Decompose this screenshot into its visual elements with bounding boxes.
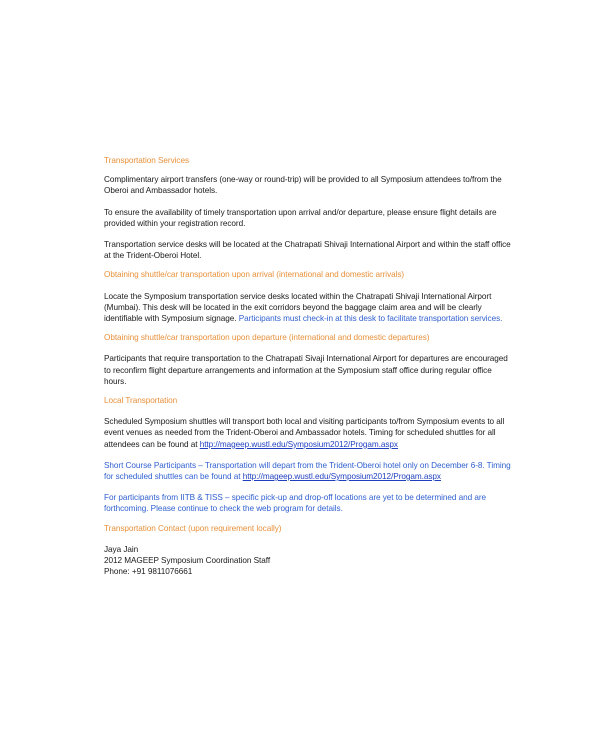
transport-paragraph-1: Complimentary airport transfers (one-way or round-trip) will be provided to all Symposium attendees to/from the Oberoi and Ambassador hotels. bbox=[104, 175, 502, 196]
departure-heading: Obtaining shuttle/car transportation upon departure (international and domestic departures) bbox=[104, 333, 430, 343]
program-link[interactable]: http://mageep.wustl.edu/Symposium2012/Progam.aspx bbox=[199, 439, 398, 449]
local-paragraph-2 bbox=[104, 460, 514, 482]
local-paragraph-3: For participants from IITB & TISS – specific pick-up and drop-off locations are yet to be determined and are forthcoming. Please continue to check the web program for details. bbox=[104, 493, 487, 514]
transportation-services-heading: Transportation Services bbox=[104, 156, 190, 165]
local-shuttle-text: Scheduled Symposium shuttles will transport both local and visiting participants to/from Symposium events to all event venues as needed from the Trident-Oberoi and Ambassador hotels. Timing for scheduled shuttles for all attendees can be found at bbox=[104, 417, 505, 449]
contact-phone: Phone: +91 9811076661 bbox=[104, 567, 193, 577]
contact-title: 2012 MAGEEP Symposium Coordination Staff bbox=[104, 556, 271, 566]
transport-paragraph-3: Transportation service desks will be located at the Chatrapati Shivaji International Airport and within the staff office at the Trident-Oberoi Hotel. bbox=[104, 240, 511, 261]
arrival-checkin-note: Participants must check-in at this desk to facilitate transportation services. bbox=[238, 314, 503, 324]
local-transportation-heading: Local Transportation bbox=[104, 396, 178, 406]
contact-name: Jaya Jain bbox=[104, 544, 139, 554]
arrival-heading: Obtaining shuttle/car transportation upon arrival (international and domestic arrivals) bbox=[104, 270, 405, 280]
short-course-program-link[interactable]: http://mageep.wustl.edu/Symposium2012/Progam.aspx bbox=[242, 472, 441, 482]
short-course-text: Short Course Participants – Transportation will depart from the Trident-Oberoi hotel only on December 6-8. Timing for scheduled shuttles can be found at bbox=[104, 460, 511, 482]
document-body bbox=[104, 155, 514, 577]
arrival-text: Locate the Symposium transportation service desks located within the Chatrapati Shivaji International Airport (Mumbai). This desk will be located in the exit corridors beyond the baggage claim area and will be clearly identifiable with Symposium signage. bbox=[104, 291, 492, 324]
local-paragraph-1 bbox=[104, 416, 514, 450]
arrival-paragraph bbox=[104, 291, 514, 325]
departure-paragraph: Participants that require transportation to the Chatrapati Sivaji International Airport for departures are encouraged to reconfirm flight departure arrangements and information at the Symposium staff office during regular office hours. bbox=[104, 354, 508, 386]
transport-paragraph-2: To ensure the availability of timely transportation upon arrival and/or departure, please ensure flight details are provided within your registration record. bbox=[104, 207, 497, 228]
transportation-contact-heading: Transportation Contact (upon requirement locally) bbox=[104, 523, 282, 533]
